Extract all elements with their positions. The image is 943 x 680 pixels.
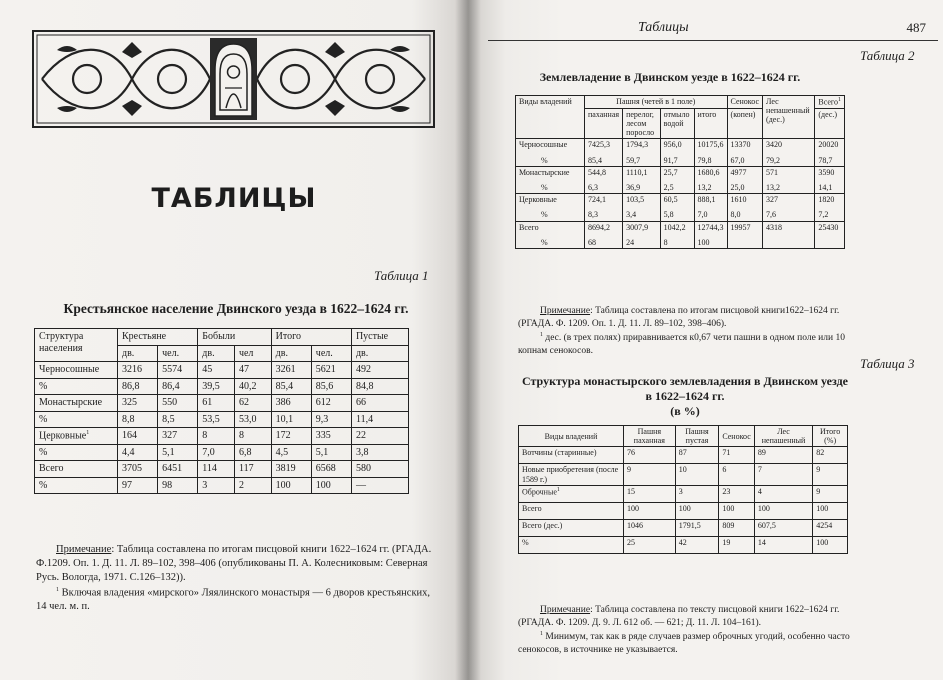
row-label xyxy=(35,411,118,428)
table-3-label: Таблица 3 xyxy=(860,356,915,371)
table-cell: 6 xyxy=(719,464,755,485)
table-cell: 100 xyxy=(754,502,812,519)
cell-value: 1680,6 xyxy=(697,167,720,177)
table-cell: 5,1 xyxy=(311,444,351,461)
table-cell: 6451 xyxy=(158,461,198,478)
cell-percent: 3,4 xyxy=(626,210,637,220)
table-cell: 550 xyxy=(158,395,198,412)
cell-percent: 2,5 xyxy=(663,182,674,192)
cell-value: 3007,9 xyxy=(626,222,649,232)
footnote-mark: 1 xyxy=(56,586,59,593)
cell-percent: 7,0 xyxy=(697,210,708,220)
th-kind: Виды владений xyxy=(516,96,585,139)
cell-value: 544,8 xyxy=(588,167,606,177)
row-label-pct: % xyxy=(541,210,548,220)
table-cell: 87 xyxy=(675,447,719,464)
table-cell: 6,8 xyxy=(234,444,271,461)
table-3-title-line: Структура монастырского землевладения в Двинском уезде xyxy=(522,374,848,388)
row-label-text: Церковные xyxy=(39,430,87,442)
row-label-text: % xyxy=(39,446,48,458)
row-label-pct: % xyxy=(541,237,548,247)
table-cell xyxy=(660,221,694,248)
table-cell: 8 xyxy=(234,428,271,445)
row-label xyxy=(35,395,118,412)
table-cell: 3705 xyxy=(118,461,158,478)
cell-percent: 7,6 xyxy=(766,210,777,220)
left-page xyxy=(0,0,468,680)
row-label-text: % xyxy=(39,479,48,491)
table-2-note xyxy=(518,305,853,357)
table-cell: 100 xyxy=(271,477,311,494)
table-cell: 25 xyxy=(624,536,676,553)
cell-value: 3590 xyxy=(818,167,835,177)
table-cell xyxy=(623,221,661,248)
cell-percent: 8,3 xyxy=(588,210,598,220)
table-cell: 3819 xyxy=(271,461,311,478)
cell-value: 25,7 xyxy=(663,167,678,177)
table-cell: 53,5 xyxy=(198,411,235,428)
table-cell: 8,8 xyxy=(118,411,158,428)
table-cell xyxy=(815,194,845,221)
cell-value: 103,5 xyxy=(626,195,645,205)
row-label xyxy=(516,221,585,248)
note-label: Примечание xyxy=(540,605,591,615)
ornamental-header-band xyxy=(32,30,435,128)
table-cell: 327 xyxy=(158,428,198,445)
th-weak: отмыло водой xyxy=(660,108,694,139)
table-cell: 86,8 xyxy=(118,378,158,395)
table-cell: 40,2 xyxy=(234,378,271,395)
table-cell xyxy=(727,194,763,221)
th-dv: дв. xyxy=(271,345,311,362)
table-cell xyxy=(623,139,661,166)
note-text: : Таблица составлена по итогам писцовой книги 1622–1624 гг. (РГАДА. Ф.1209. Оп. 1. Д. 11. Л. 89–102, 398–406 (опубликованы П. А. Колесниковым: Северная Русь. Вологда, 1971. С.126–132)). xyxy=(36,544,432,584)
table-cell: 86,4 xyxy=(158,378,198,395)
table-cell: 10,1 xyxy=(271,411,311,428)
table-cell: 4 xyxy=(754,485,812,502)
table-cell: 6568 xyxy=(311,461,351,478)
row-label-text: Церковные xyxy=(519,195,557,205)
table-cell: 22 xyxy=(351,428,408,445)
table-cell xyxy=(585,194,623,221)
row-label-pct: % xyxy=(541,182,548,192)
table-cell xyxy=(694,221,727,248)
table-cell: 5621 xyxy=(311,362,351,379)
th-total xyxy=(815,96,845,109)
cell-percent: 59,7 xyxy=(626,155,641,165)
row-label xyxy=(519,485,624,502)
th-hay: Сенокос xyxy=(727,96,763,109)
cell-value: 10175,6 xyxy=(697,140,724,150)
table-cell: 9 xyxy=(813,485,848,502)
table-cell: 71 xyxy=(719,447,755,464)
row-label xyxy=(35,378,118,395)
row-label xyxy=(35,461,118,478)
table-cell xyxy=(660,139,694,166)
cell-percent: 91,7 xyxy=(663,155,678,165)
table-header-cell: Лес непашенный xyxy=(754,426,812,447)
cell-percent: 7,2 xyxy=(818,210,829,220)
table-cell: 11,4 xyxy=(351,411,408,428)
table-header-cell: Пашня пустая xyxy=(675,426,719,447)
table-row xyxy=(35,444,409,461)
row-label xyxy=(519,447,624,464)
table-cell: — xyxy=(351,477,408,494)
table-cell: 100 xyxy=(311,477,351,494)
th-fallow: перелог, лесом поросло xyxy=(623,108,661,139)
cell-percent: 13,2 xyxy=(766,182,781,192)
footnote-text: Включая владения «мирского» Ляялинского монастыря — 6 дворов крестьянских, 14 чел. м. п. xyxy=(36,587,431,613)
row-label-sup: 1 xyxy=(556,486,560,493)
cell-value: 1820 xyxy=(818,195,835,205)
cell-value: 724,1 xyxy=(588,195,606,205)
table-header-cell: Пашня паханная xyxy=(624,426,676,447)
footnote-text: Минимум, так как в ряде случаев размер оброчных угодий, особенно часто сенокосов, в источнике не указывается. xyxy=(518,631,850,655)
table-cell: 100 xyxy=(813,536,848,553)
table-cell: 9 xyxy=(813,464,848,485)
table-row xyxy=(35,477,409,494)
table-cell: 1791,5 xyxy=(675,519,719,536)
central-medallion xyxy=(210,38,257,120)
th-empty: Пустые xyxy=(351,329,408,346)
table-2-title: Землевладение в Двинском уезде в 1622–1624 гг. xyxy=(539,70,801,84)
cell-percent: 8 xyxy=(663,237,668,247)
row-label-text: Всего xyxy=(522,503,542,513)
row-label-text: Монастырские xyxy=(519,167,570,177)
cell-percent: 6,3 xyxy=(588,182,598,192)
table-cell xyxy=(763,221,815,248)
table-cell: 3261 xyxy=(271,362,311,379)
th-plowland: Пашня (четей в 1 поле) xyxy=(585,96,728,109)
table-cell xyxy=(694,166,727,193)
page-number: 487 xyxy=(906,20,926,35)
table-row xyxy=(519,464,848,485)
table-cell: 100 xyxy=(813,502,848,519)
cell-percent: 13,2 xyxy=(697,182,712,192)
table-cell: 14 xyxy=(754,536,812,553)
table-1 xyxy=(34,328,409,494)
th-total-text: Всего xyxy=(818,97,838,107)
note-text: : Таблица составлена по тексту писцовой книги 1622–1624 гг. (РГАДА. Ф. 1209. Д. 9. Л. 612 об. — 621; Д. 11. Л. 104–161). xyxy=(518,605,840,628)
table-cell: 10 xyxy=(675,464,719,485)
th-total: Итого xyxy=(271,329,351,346)
table-cell: 5574 xyxy=(158,362,198,379)
table-cell: 2 xyxy=(234,477,271,494)
table-cell xyxy=(585,139,623,166)
footnote-text: дес. (в трех полях) приравнивается к0,67 чети пашни в одном поле или 10 копнам сенокосов. xyxy=(518,332,845,356)
note-text: : Таблица составлена по итогам писцовой книги1622–1624 гг. (РГАДА. Ф. 1209. Оп. 1. Д. 11. Л. 89–102, 398–406). xyxy=(518,306,840,329)
table-cell xyxy=(694,194,727,221)
th-bobyli: Бобыли xyxy=(198,329,271,346)
table-cell: 42 xyxy=(675,536,719,553)
table-cell xyxy=(727,221,763,248)
cell-value: 327 xyxy=(766,195,779,205)
row-label-text: Вотчины (старинные) xyxy=(522,448,597,458)
note-label: Примечание xyxy=(540,306,591,316)
table-row xyxy=(35,461,409,478)
table-cell: 84,8 xyxy=(351,378,408,395)
table-cell xyxy=(815,166,845,193)
cell-value: 956,0 xyxy=(663,140,682,150)
table-cell: 164 xyxy=(118,428,158,445)
table-3 xyxy=(518,425,848,554)
cell-percent: 79,2 xyxy=(766,155,781,165)
table-cell: 325 xyxy=(118,395,158,412)
table-cell: 97 xyxy=(118,477,158,494)
table-cell: 85,4 xyxy=(271,378,311,395)
th-forest: Лес непашенный (дес.) xyxy=(763,96,815,139)
table-cell: 100 xyxy=(719,502,755,519)
table-cell: 76 xyxy=(624,447,676,464)
table-cell: 15 xyxy=(624,485,676,502)
th-dv: дв. xyxy=(198,345,235,362)
table-cell: 39,5 xyxy=(198,378,235,395)
table-2-label: Таблица 2 xyxy=(860,48,915,63)
table-cell: 7,0 xyxy=(198,444,235,461)
table-cell: 19 xyxy=(719,536,755,553)
cell-value: 888,1 xyxy=(697,195,716,205)
table-cell: 85,6 xyxy=(311,378,351,395)
book-gutter xyxy=(455,0,481,680)
table-3-title-line: в 1622–1624 гг. xyxy=(645,389,725,403)
cell-value: 571 xyxy=(766,167,779,177)
table-cell xyxy=(763,194,815,221)
footnote-mark: 1 xyxy=(540,331,543,338)
cell-percent: 85,4 xyxy=(588,155,602,165)
row-label xyxy=(516,139,585,166)
cell-percent: 67,0 xyxy=(730,155,745,165)
cell-value: 4318 xyxy=(766,222,783,232)
table-cell xyxy=(623,194,661,221)
table-1-title: Крестьянское население Двинского уезда в 1622–1624 гг. xyxy=(63,301,409,316)
table-row xyxy=(35,395,409,412)
table-cell xyxy=(585,166,623,193)
running-header xyxy=(488,18,938,41)
table-cell: 47 xyxy=(234,362,271,379)
cell-value: 1794,3 xyxy=(626,140,649,150)
cell-value: 12744,3 xyxy=(697,222,724,232)
table-2 xyxy=(515,95,845,249)
row-label-sup: 1 xyxy=(86,430,90,436)
table-cell: 8,5 xyxy=(158,411,198,428)
cell-value: 8694,2 xyxy=(588,222,610,232)
row-label-text: Всего xyxy=(519,222,539,232)
table-cell: 9,3 xyxy=(311,411,351,428)
table-1-note xyxy=(36,543,440,614)
cell-percent: 78,7 xyxy=(818,155,833,165)
table-cell: 1046 xyxy=(624,519,676,536)
table-cell: 607,5 xyxy=(754,519,812,536)
table-cell: 7 xyxy=(754,464,812,485)
th-dv: дв. xyxy=(351,345,408,362)
table-cell xyxy=(727,139,763,166)
cell-percent: 79,8 xyxy=(697,155,712,165)
th-plowed: паханная xyxy=(585,108,623,139)
cell-value: 13370 xyxy=(730,140,751,150)
cell-value: 1110,1 xyxy=(626,167,648,177)
row-label xyxy=(519,536,624,553)
row-label-text: % xyxy=(522,537,529,547)
th-chel: чел. xyxy=(158,345,198,362)
cell-percent: 36,9 xyxy=(626,182,641,192)
table-row xyxy=(35,378,409,395)
cell-percent: 68 xyxy=(588,237,596,247)
table-cell: 117 xyxy=(234,461,271,478)
table-row xyxy=(519,447,848,464)
cell-percent: 8,0 xyxy=(730,210,741,220)
row-label xyxy=(519,502,624,519)
row-label xyxy=(35,477,118,494)
th-subtotal: итого xyxy=(694,108,727,139)
row-label xyxy=(35,362,118,379)
table-cell: 61 xyxy=(198,395,235,412)
th-total-sup: 1 xyxy=(837,97,841,103)
cell-value: 60,5 xyxy=(663,195,678,205)
table-cell: 8 xyxy=(198,428,235,445)
table-cell: 66 xyxy=(351,395,408,412)
table-cell: 580 xyxy=(351,461,408,478)
row-label xyxy=(516,194,585,221)
footnote-mark: 1 xyxy=(540,630,543,637)
row-label-text: Монастырские xyxy=(39,397,103,408)
cell-percent: 5,8 xyxy=(663,210,674,220)
row-label xyxy=(519,519,624,536)
table-3-title xyxy=(505,374,865,419)
table-cell: 3216 xyxy=(118,362,158,379)
table-cell: 53,0 xyxy=(234,411,271,428)
cell-value: 19957 xyxy=(730,222,751,232)
row-label-text: Черносошные xyxy=(519,140,568,150)
table-cell: 45 xyxy=(198,362,235,379)
table-row xyxy=(519,536,848,553)
table-cell: 100 xyxy=(624,502,676,519)
row-label xyxy=(516,166,585,193)
row-label-text: Всего (дес.) xyxy=(522,520,563,530)
table-row xyxy=(35,362,409,379)
table-cell xyxy=(815,221,845,248)
th-structure: Структура населения xyxy=(35,329,118,362)
table-cell: 89 xyxy=(754,447,812,464)
cell-value: 20020 xyxy=(818,140,839,150)
table-cell xyxy=(660,194,694,221)
row-label-text: Всего xyxy=(39,463,64,475)
cell-value: 1042,2 xyxy=(663,222,686,232)
th-dv: дв. xyxy=(118,345,158,362)
page-title: ТАБЛИЦЫ xyxy=(151,183,317,214)
table-cell xyxy=(763,139,815,166)
row-label-text: % xyxy=(39,380,48,392)
cell-value: 7425,3 xyxy=(588,140,610,150)
running-title: Таблицы xyxy=(638,20,689,35)
table-row xyxy=(516,221,845,248)
table-cell: 492 xyxy=(351,362,408,379)
cell-percent: 25,0 xyxy=(730,182,745,192)
table-cell: 5,1 xyxy=(158,444,198,461)
cell-value: 25430 xyxy=(818,222,839,232)
table-cell xyxy=(660,166,694,193)
row-label xyxy=(519,464,624,485)
table-cell xyxy=(727,166,763,193)
table-cell: 3 xyxy=(675,485,719,502)
table-cell xyxy=(815,139,845,166)
table-cell: 82 xyxy=(813,447,848,464)
table-row xyxy=(35,411,409,428)
table-cell: 3 xyxy=(198,477,235,494)
table-row xyxy=(35,428,409,445)
th-peasants: Крестьяне xyxy=(118,329,198,346)
table-cell xyxy=(763,166,815,193)
row-label-pct: % xyxy=(541,155,548,165)
row-label-text: % xyxy=(39,413,48,425)
table-row xyxy=(516,139,845,166)
table-cell: 172 xyxy=(271,428,311,445)
table-cell: 4,4 xyxy=(118,444,158,461)
th-chel: чел. xyxy=(311,345,351,362)
th-kopen: (копен) xyxy=(727,108,763,139)
table-row xyxy=(519,519,848,536)
row-label xyxy=(35,444,118,461)
table-header-cell: Итого (%) xyxy=(813,426,848,447)
table-cell: 3,8 xyxy=(351,444,408,461)
row-label-text: Оброчные xyxy=(522,487,557,497)
row-label xyxy=(35,428,118,445)
table-3-title-line: (в %) xyxy=(670,404,700,418)
table-row xyxy=(516,194,845,221)
table-cell: 612 xyxy=(311,395,351,412)
table-cell: 9 xyxy=(624,464,676,485)
row-label-text: Новые приобретения (после 1589 г.) xyxy=(522,465,619,484)
table-row xyxy=(519,485,848,502)
table-cell xyxy=(623,166,661,193)
table-1-label: Таблица 1 xyxy=(374,268,429,283)
cell-value: 3420 xyxy=(766,140,783,150)
table-row xyxy=(519,502,848,519)
table-cell: 114 xyxy=(198,461,235,478)
cell-percent: 24 xyxy=(626,237,635,247)
row-label-text: Черносошные xyxy=(39,364,100,375)
table-row xyxy=(516,166,845,193)
table-cell: 100 xyxy=(675,502,719,519)
table-cell: 98 xyxy=(158,477,198,494)
cell-percent: 14,1 xyxy=(818,182,833,192)
table-cell: 386 xyxy=(271,395,311,412)
table-3-note xyxy=(518,604,853,656)
table-header-cell: Виды владений xyxy=(519,426,624,447)
cell-percent: 100 xyxy=(697,237,710,247)
table-cell: 335 xyxy=(311,428,351,445)
table-header-cell: Сенокос xyxy=(719,426,755,447)
table-cell: 4254 xyxy=(813,519,848,536)
th-des: (дес.) xyxy=(815,108,845,139)
table-cell: 23 xyxy=(719,485,755,502)
table-cell: 62 xyxy=(234,395,271,412)
th-chel: чел xyxy=(234,345,271,362)
cell-value: 4977 xyxy=(730,167,747,177)
note-label: Примечание xyxy=(56,544,112,555)
table-cell: 809 xyxy=(719,519,755,536)
table-cell xyxy=(694,139,727,166)
cell-value: 1610 xyxy=(730,195,747,205)
table-cell: 4,5 xyxy=(271,444,311,461)
table-cell xyxy=(585,221,623,248)
